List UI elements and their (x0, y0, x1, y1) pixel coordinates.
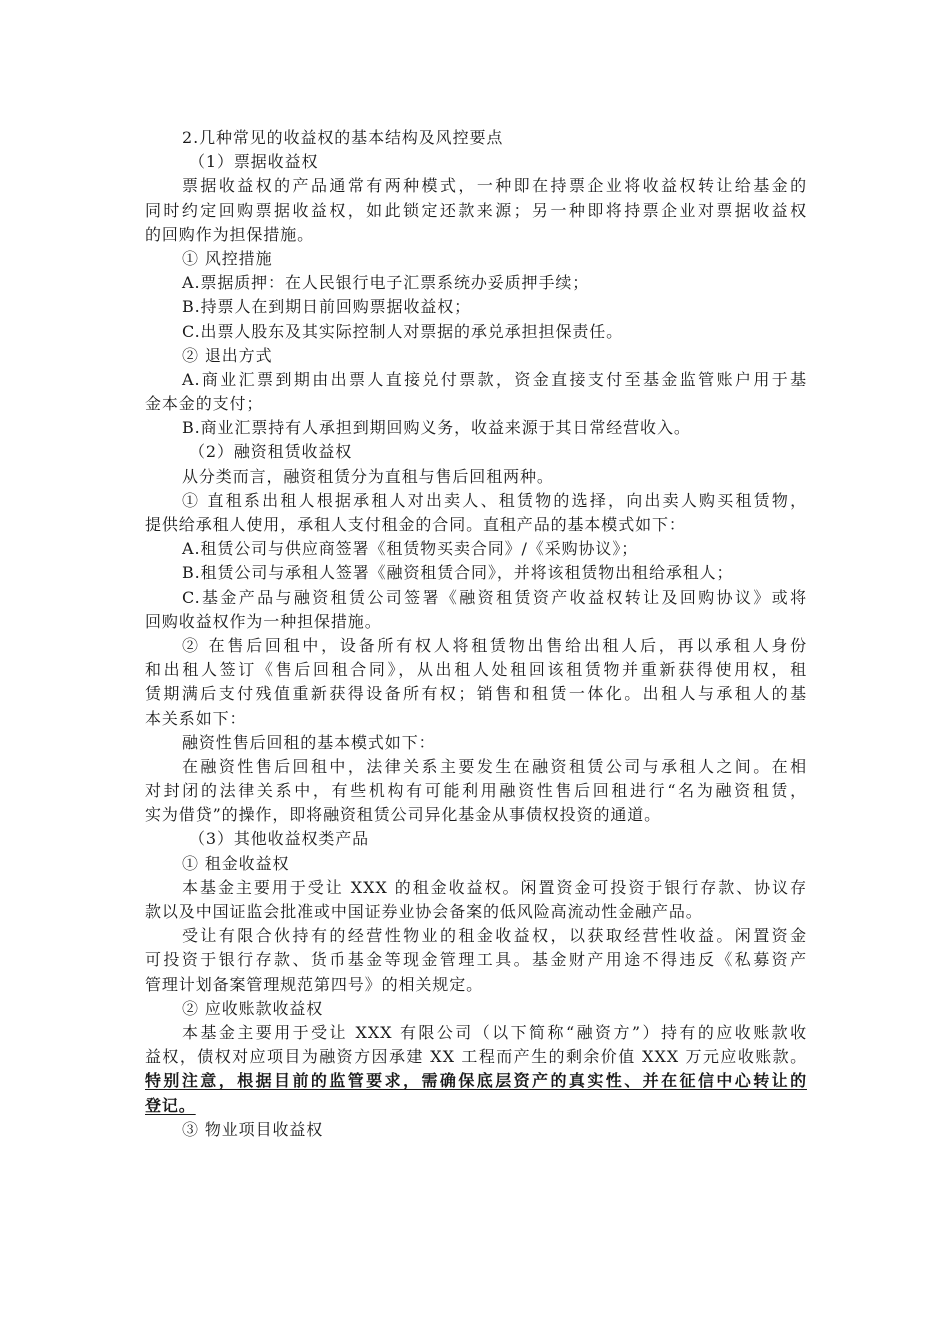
paragraph-line: 从分类而言，融资租赁分为直租与售后回租两种。 (182, 466, 554, 486)
paragraph-line: 金本金的支付； (145, 394, 264, 414)
paragraph-line: 回购收益权作为一种担保措施。 (145, 611, 382, 631)
paragraph-line: 本关系如下： (145, 708, 247, 728)
paragraph-line: 提供给承租人使用，承租人支付租金的合同。直租产品的基本模式如下： (145, 515, 686, 534)
list-item: B.持票人在到期日前回购票据收益权； (182, 297, 472, 317)
list-item: A.商业汇票到期由出票人直接兑付票款，资金直接支付至基金监管账户用于基 (182, 369, 807, 389)
list-heading: ② 退出方式 (182, 345, 273, 365)
list-heading: ③ 物业项目收益权 (182, 1119, 324, 1139)
paragraph-line: 的回购作为担保措施。 (145, 224, 315, 244)
list-item: C.基金产品与融资租赁公司签署《融资租赁资产收益权转让及回购协议》或将 (182, 587, 807, 607)
list-item: B.租赁公司与承租人签署《融资租赁合同》，并将该租赁物出租给承租人； (182, 563, 734, 583)
list-item: C.出票人股东及其实际控制人对票据的承兑承担担保责任。 (182, 321, 624, 341)
paragraph-line: 款以及中国证监会批准或中国证券业协会备案的低风险高流动性金融产品。 (145, 902, 703, 921)
list-item: A.票据质押：在人民银行电子汇票系统办妥质押手续； (182, 273, 590, 293)
list-item: A.租赁公司与供应商签署《租赁物买卖合同》/《采购协议》； (182, 539, 639, 559)
paragraph-line: 和出租人签订《售后回租合同》，从出租人处租回该租赁物并重新获得使用权，租 (145, 660, 807, 680)
paragraph-line: 赁期满后支付残值重新获得设备所有权；销售和租赁一体化。出租人与承租人的基 (145, 684, 807, 704)
list-heading: ① 租金收益权 (182, 853, 290, 873)
paragraph-line: 受让有限合伙持有的经营性物业的租金收益权，以获取经营性收益。闲置资金 (182, 926, 807, 946)
paragraph-line: 票据收益权的产品通常有两种模式，一种即在持票企业将收益权转让给基金的 (182, 176, 807, 196)
subsection-heading: （3）其他收益权类产品 (189, 829, 370, 849)
subsection-heading: （2）融资租赁收益权 (189, 442, 353, 462)
paragraph-line: 管理计划备案管理规范第四号》的相关规定。 (145, 974, 484, 994)
emphasis-note: 特别注意，根据目前的监管要求，需确保底层资产的真实性、并在征信中心转让的 (145, 1071, 807, 1091)
list-heading: ② 应收账款收益权 (182, 998, 324, 1018)
paragraph-line: 本基金主要用于受让 XXX 有限公司（以下简称“融资方”）持有的应收账款收 (182, 1022, 807, 1042)
emphasis-note: 登记。 (145, 1095, 196, 1115)
list-item: B.商业汇票持有人承担到期回购义务，收益来源于其日常经营收入。 (182, 418, 691, 438)
paragraph-line: 本基金主要用于受让 XXX 的租金收益权。闲置资金可投资于银行存款、协议存 (182, 877, 807, 897)
paragraph-line: 实为借贷”的操作，即将融资租赁公司异化基金从事债权投资的通道。 (145, 805, 662, 825)
paragraph-line: 益权，债权对应项目为融资方因承建 XX 工程而产生的剩余价值 XXX 万元应收账款。 (145, 1047, 807, 1067)
paragraph-line: 同时约定回购票据收益权，如此锁定还款来源；另一种即将持票企业对票据收益权 (145, 200, 807, 220)
list-item: ① 直租系出租人根据承租人对出卖人、租赁物的选择，向出卖人购买租赁物， (182, 490, 807, 510)
subsection-heading: （1）票据收益权 (189, 152, 319, 172)
paragraph-line: 可投资于银行存款、货币基金等现金管理工具。基金财产用途不得违反《私募资产 (145, 950, 807, 970)
paragraph-line: 融资性售后回租的基本模式如下： (182, 732, 436, 752)
section-heading: 2.几种常见的收益权的基本结构及风控要点 (182, 128, 504, 147)
document-body (145, 126, 807, 1142)
paragraph-line: 在融资性售后回租中，法律关系主要发生在融资租赁公司与承租人之间。在相 (182, 756, 807, 776)
paragraph-line: 对封闭的法律关系中，有些机构有可能利用融资性售后回租进行“名为融资租赁， (145, 781, 807, 801)
list-item: ② 在售后回租中，设备所有权人将租赁物出售给出租人后，再以承租人身份 (182, 635, 807, 655)
list-heading: ① 风控措施 (182, 248, 273, 268)
